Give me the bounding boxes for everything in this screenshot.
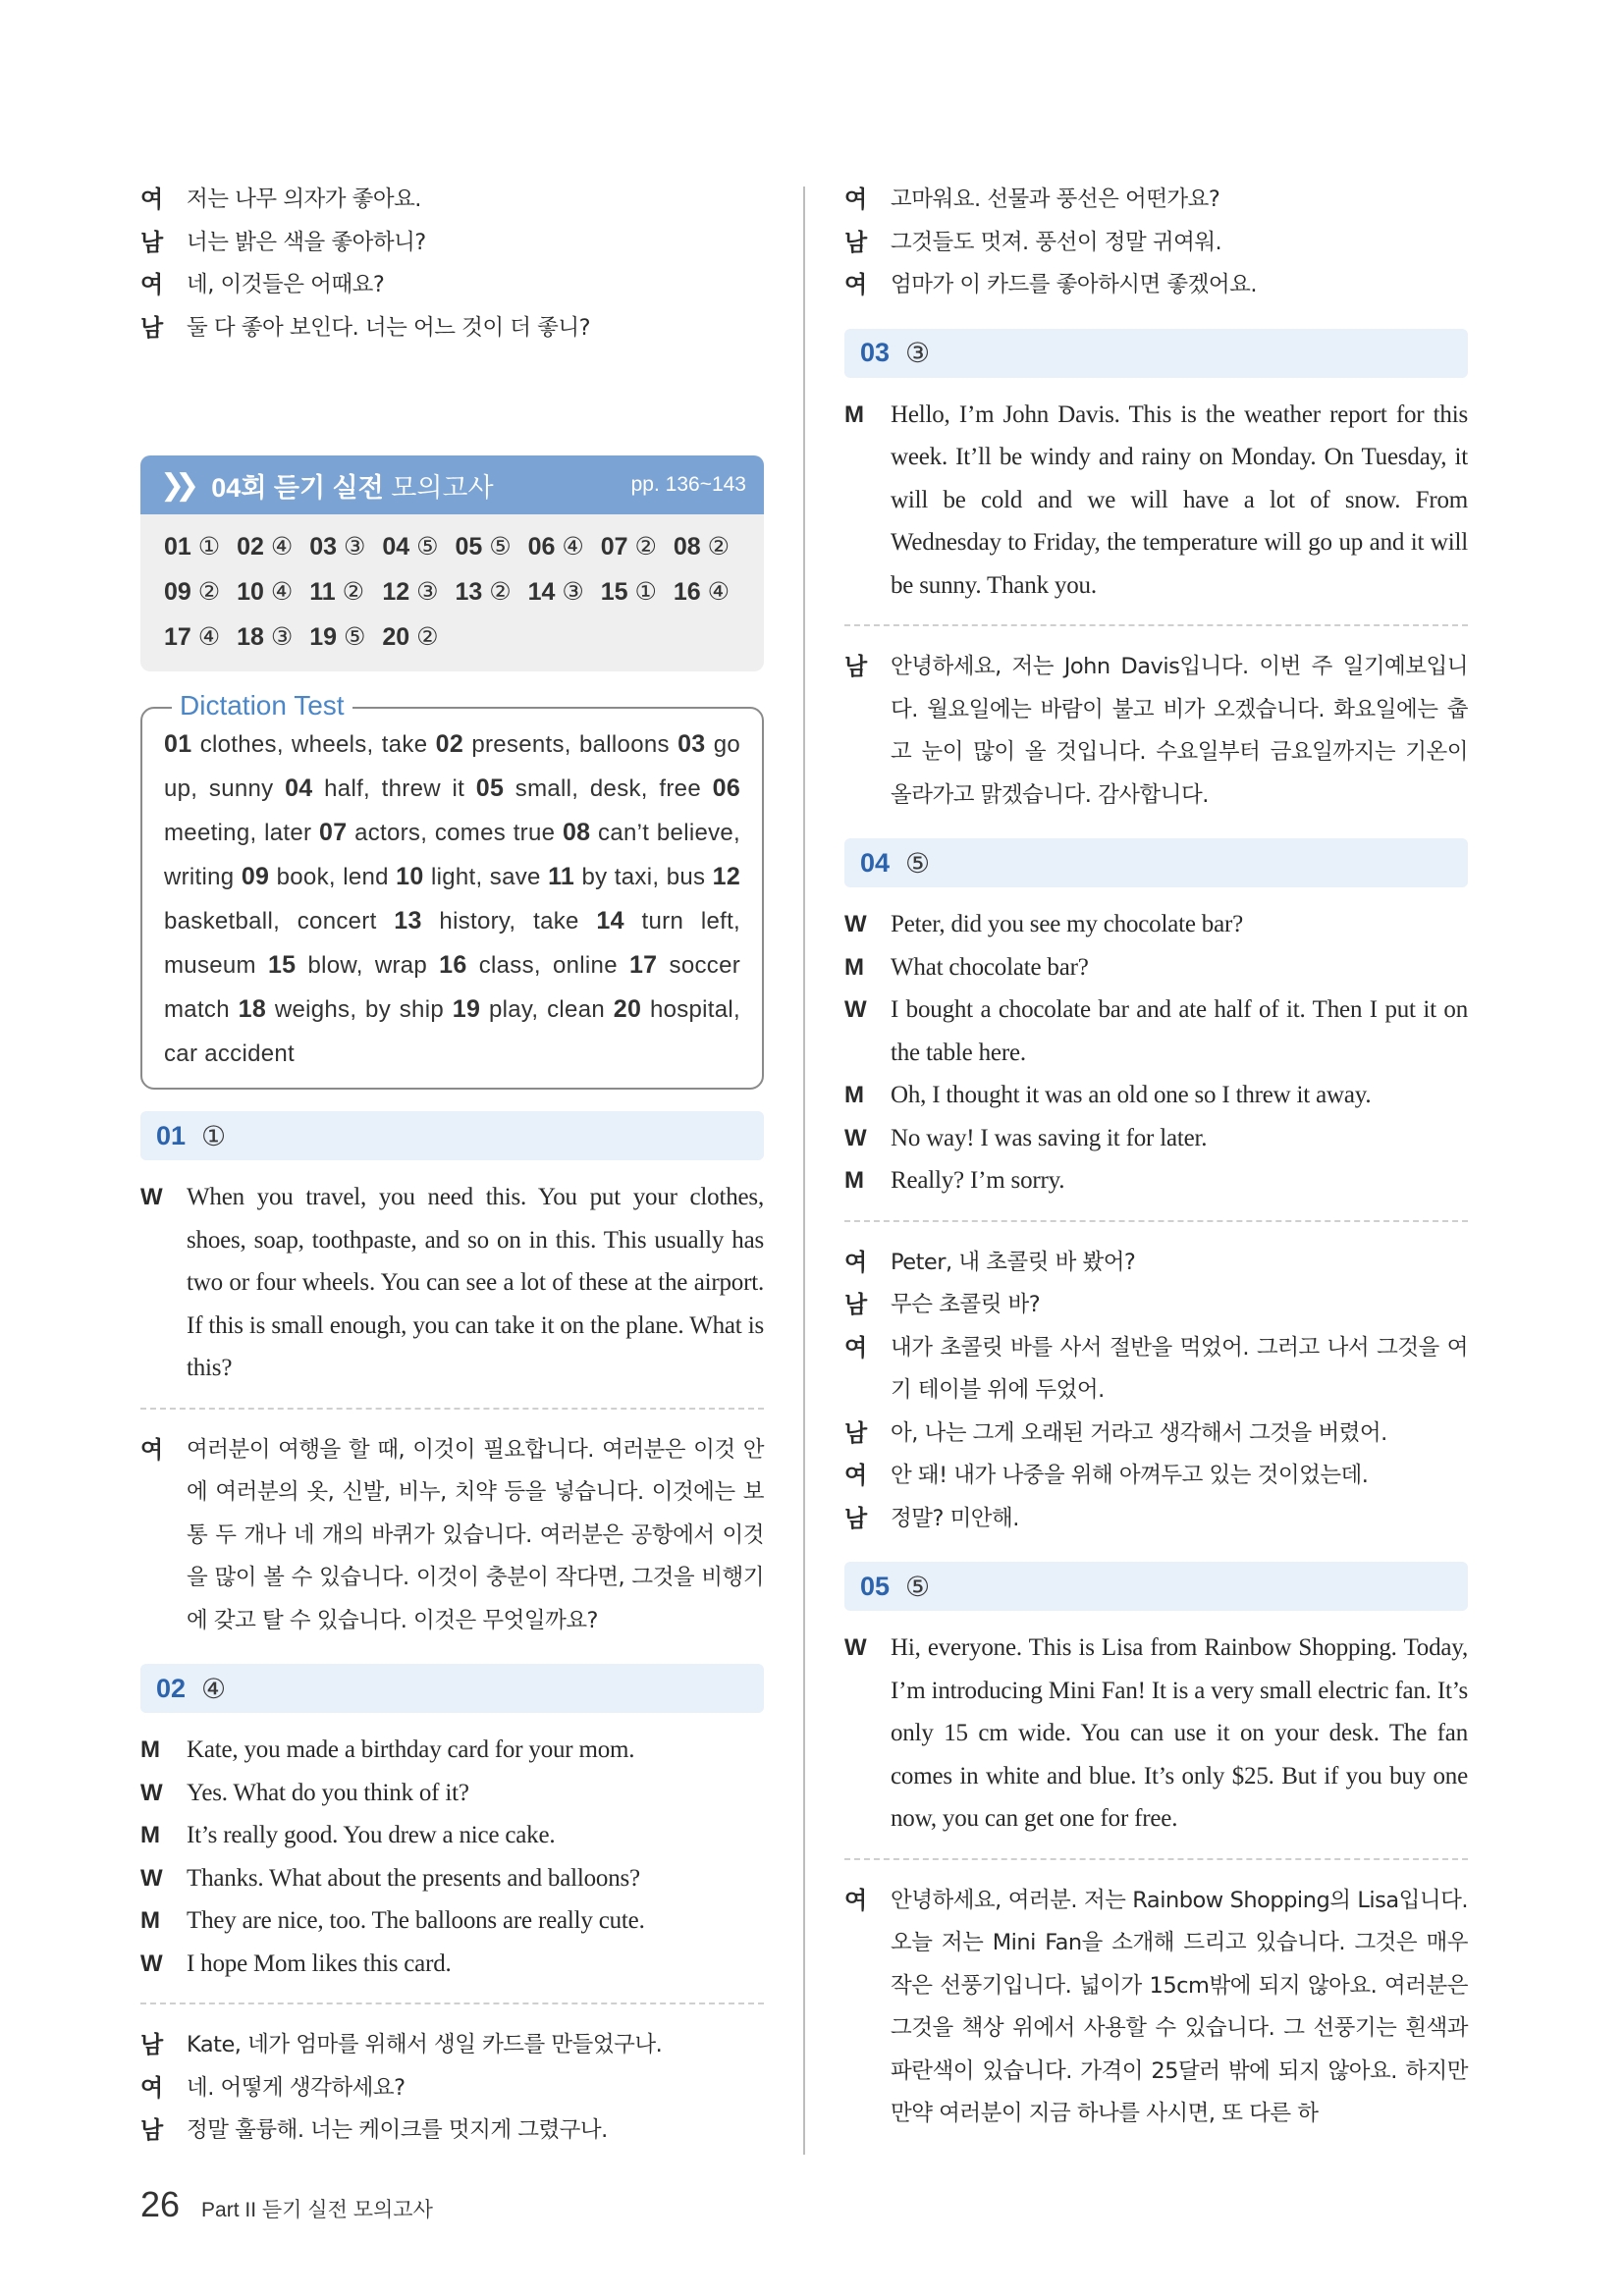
dialogue-line [140, 1772, 764, 1815]
question-05-header: 05 ⑤ [844, 1562, 1468, 1611]
dictation-item: 17 soccer match [164, 951, 741, 1023]
speaker-label: W [844, 996, 867, 1023]
answer-key-item: 09 ② [164, 578, 221, 606]
utterance-text: Oh, I thought it was an old one so I threw it away. [891, 1082, 1372, 1108]
answer-key-item: 07 ② [600, 533, 657, 561]
utterance-text: 네, 이것들은 어때요? [187, 272, 385, 297]
question-02-header: 02 ④ [140, 1664, 764, 1713]
dialogue-line [844, 222, 1468, 265]
dialogue-line [844, 1627, 1468, 1841]
utterance-text: It’s really good. You drew a nice cake. [187, 1822, 556, 1848]
speaker-label: 여 [140, 187, 164, 213]
column-divider [803, 187, 805, 2155]
dialogue-line [140, 1729, 764, 1772]
page-footer [140, 2184, 433, 2225]
chevron-icon: ❯❯ [160, 468, 190, 502]
answer-key-box [140, 455, 764, 671]
utterance-text: 안녕하세요, 저는 John Davis입니다. 이번 주 일기예보입니다. 월요일에는 바람이 불고 비가 오겠습니다. 화요일에는 춥고 눈이 많이 올 것입니다. 수요일부터 금요일까지는 기온이 올라가고 맑겠습니다. 감사합니다. [891, 654, 1468, 808]
answer-key-item: 20 ② [382, 623, 439, 651]
utterance-text: Kate, 네가 엄마를 위해서 생일 카드를 만들었구나. [187, 2032, 663, 2057]
q04-script-ko [844, 1242, 1468, 1541]
utterance-text: 엄마가 이 카드를 좋아하시면 좋겠어요. [891, 272, 1258, 297]
answer-key-item: 18 ③ [237, 623, 294, 651]
utterance-text: No way! I was saving it for later. [891, 1124, 1208, 1151]
utterance-text: 무슨 초콜릿 바? [891, 1292, 1041, 1317]
dialogue-line [844, 988, 1468, 1074]
speaker-label: W [844, 1124, 867, 1151]
separator [844, 624, 1468, 626]
dialogue-line [844, 946, 1468, 989]
dialogue-line [140, 1429, 764, 1643]
answer-key-item: 12 ③ [382, 578, 439, 606]
dictation-text [164, 722, 740, 1076]
dialogue-line [140, 1899, 764, 1943]
speaker-label: 남 [140, 314, 164, 342]
page-number: 26 [140, 2184, 181, 2224]
answer-key-item: 15 ① [600, 578, 657, 606]
answer-key-item: 16 ④ [673, 578, 731, 606]
speaker-label: W [844, 1634, 867, 1661]
dictation-item: 18 weighs, by ship [238, 995, 444, 1023]
dialogue-line [844, 1074, 1468, 1117]
dialogue-line [140, 264, 764, 307]
speaker-label: 여 [140, 272, 164, 298]
dialogue-line [140, 222, 764, 265]
dialogue-line [844, 394, 1468, 608]
dictation-item: 15 blow, wrap [267, 951, 428, 979]
q02-script-en [140, 1729, 764, 1985]
utterance-text: Kate, you made a birthday card for your mom. [187, 1736, 635, 1763]
speaker-label: 여 [844, 1887, 868, 1914]
right-column [844, 179, 1468, 2136]
utterance-text: Thanks. What about the presents and balloons? [187, 1864, 640, 1892]
dictation-item: 12 basketball, concert [164, 863, 741, 934]
answer-key-item: 04 ⑤ [382, 533, 439, 561]
dictation-item: 05 small, desk, free [475, 774, 701, 802]
speaker-label: W [140, 1779, 163, 1806]
speaker-label: 여 [844, 1463, 868, 1489]
utterance-text: 너는 밝은 색을 좋아하니? [187, 229, 426, 255]
speaker-label: 남 [140, 229, 164, 256]
dialogue-line [844, 1413, 1468, 1456]
speaker-label: M [844, 400, 864, 428]
dictation-item: 13 history, take [394, 907, 579, 934]
utterance-text: 저는 나무 의자가 좋아요. [187, 187, 421, 212]
dialogue-line [140, 1943, 764, 1986]
dialogue-line [844, 1242, 1468, 1285]
question-04-header: 04 ⑤ [844, 838, 1468, 887]
speaker-label: 남 [140, 2117, 164, 2144]
dialogue-line [844, 179, 1468, 222]
utterance-text: Yes. What do you think of it? [187, 1779, 469, 1806]
utterance-text: 정말 훌륭해. 너는 케이크를 멋지게 그렸구나. [187, 2117, 608, 2143]
footer-title: Part II 듣기 실전 모의고사 [201, 2199, 433, 2221]
dialogue-line [140, 2109, 764, 2153]
dialogue-line [140, 2067, 764, 2110]
dictation-item: 16 class, online [439, 951, 618, 979]
utterance-text: Really? I’m sorry. [891, 1167, 1065, 1194]
utterance-text: Hi, everyone. This is Lisa from Rainbow Shopping. Today, I’m introducing Mini Fan! It is a very small electric fan. It’s only 15 cm wide. You can use it on your desk. The fan comes in white and blue. It’s only $25. But if you buy one now, you can get one for free. [891, 1634, 1468, 1832]
speaker-label: 여 [844, 1334, 868, 1362]
utterance-text: 아, 나는 그게 오래된 거라고 생각해서 그것을 버렸어. [891, 1419, 1387, 1446]
answer-key-item: 11 ② [309, 578, 365, 606]
utterance-text: I bought a chocolate bar and ate half of it. Then I put it on the table here. [891, 996, 1468, 1066]
q05-script-ko [844, 1880, 1468, 2136]
utterance-text: 내가 초콜릿 바를 사서 절반을 먹었어. 그러고 나서 그것을 여기 테이블 위에 두었어. [891, 1334, 1468, 1403]
utterance-text: They are nice, too. The balloons are really cute. [187, 1907, 645, 1934]
q03-script-ko [844, 646, 1468, 817]
utterance-text: 정말? 미안해. [891, 1505, 1019, 1531]
utterance-text: I hope Mom likes this card. [187, 1949, 452, 1977]
answer-key-item: 03 ③ [309, 533, 366, 561]
dialogue-line [140, 307, 764, 350]
dialogue-line [844, 646, 1468, 817]
speaker-label: 여 [844, 187, 868, 213]
answer-key-grid [140, 514, 764, 671]
dialogue-line [844, 264, 1468, 307]
speaker-label: M [844, 1167, 864, 1194]
dialogue-line [844, 903, 1468, 946]
answer-key-title: 04회 듣기 실전 모의고사 [211, 472, 494, 503]
q03-script-en [844, 394, 1468, 608]
dialogue-line [844, 1159, 1468, 1202]
speaker-label: 남 [844, 229, 868, 256]
question-01-header: 01 ① [140, 1111, 764, 1160]
speaker-label: 여 [844, 272, 868, 298]
dialogue-line [140, 1176, 764, 1390]
answer-key-item: 19 ⑤ [309, 623, 366, 651]
speaker-label: 남 [844, 1505, 868, 1532]
answer-key-item: 02 ④ [237, 533, 294, 561]
q01-script-en [140, 1176, 764, 1390]
speaker-label: M [844, 1082, 864, 1108]
speaker-label: M [140, 1736, 160, 1763]
speaker-label: M [844, 953, 864, 981]
question-03-header: 03 ③ [844, 329, 1468, 378]
dictation-item: 07 actors, comes true [318, 819, 556, 846]
utterance-text: Peter, did you see my chocolate bar? [891, 911, 1244, 937]
dialogue-line [844, 1498, 1468, 1541]
dialogue-line [844, 1117, 1468, 1160]
dictation-item: 14 turn left, museum [164, 907, 741, 979]
dictation-item: 19 play, clean [452, 995, 605, 1023]
dialogue-line [844, 1455, 1468, 1498]
dictation-item: 20 hospital, car accident [164, 995, 741, 1067]
speaker-label: 여 [844, 1249, 868, 1276]
dictation-item: 06 meeting, later [164, 774, 741, 846]
dialogue-line [140, 2024, 764, 2067]
speaker-label: M [140, 1822, 160, 1848]
dialogue-line [844, 1284, 1468, 1327]
separator [140, 2002, 764, 2004]
speaker-label: 남 [140, 2032, 164, 2058]
q02-script-ko [140, 2024, 764, 2153]
utterance-text: 여러분이 여행을 할 때, 이것이 필요합니다. 여러분은 이것 안에 여러분의 옷, 신발, 비누, 치약 등을 넣습니다. 이것에는 보통 두 개나 네 개의 바퀴가 있습니다. 여러분은 공항에서 이것을 많이 볼 수 있습니다. 이것이 충분이 작다면, 그것을 비행기에 갖고 탈 수 있습니다. 이것은 무엇일까요? [187, 1436, 764, 1633]
utterance-text: 안녕하세요, 여러분. 저는 Rainbow Shopping의 Lisa입니다. 오늘 저는 Mini Fan을 소개해 드리고 있습니다. 그것은 매우 작은 선풍기입니다. 넓이가 15cm밖에 되지 않아요. 여러분은 그것을 책상 위에서 사용할 수 있습니다. 그 선풍기는 흰색과 파란색이 있습니다. 가격이 25달러 밖에 되지 않아요. 하지만 만약 여러분이 지금 하나를 사시면, 또 다른 하 [891, 1887, 1468, 2126]
speaker-label: W [844, 911, 867, 937]
speaker-label: W [140, 1184, 163, 1210]
speaker-label: M [140, 1907, 160, 1934]
answer-key-item: 17 ④ [164, 623, 221, 651]
q02-script-ko-continued [844, 179, 1468, 307]
utterance-text: 그것들도 멋져. 풍선이 정말 귀여워. [891, 229, 1222, 255]
answer-key-item: 01 ① [164, 533, 221, 561]
dictation-box [140, 690, 764, 1090]
speaker-label: 여 [140, 1436, 164, 1464]
q04-script-en [844, 903, 1468, 1202]
speaker-label: W [140, 1864, 163, 1892]
dialogue-line [140, 1814, 764, 1857]
dialogue-line [140, 1857, 764, 1900]
dictation-item: 08 can’t believe, writing [164, 819, 741, 890]
dialogue-line [140, 179, 764, 222]
dictation-item: 02 presents, balloons [435, 730, 670, 758]
answer-key-item: 14 ③ [527, 578, 584, 606]
answer-key-header [140, 455, 764, 514]
utterance-text: What chocolate bar? [891, 953, 1089, 981]
speaker-label: 여 [140, 2074, 164, 2102]
left-column [140, 179, 764, 2153]
dialogue-line [844, 1880, 1468, 2136]
separator [844, 1858, 1468, 1860]
utterance-text: 둘 다 좋아 보인다. 너는 어느 것이 더 좋니? [187, 314, 591, 341]
answer-key-item: 05 ⑤ [455, 533, 512, 561]
utterance-text: 네. 어떻게 생각하세요? [187, 2074, 406, 2101]
answer-key-item: 06 ④ [527, 533, 584, 561]
answer-key-item: 13 ② [455, 578, 512, 606]
separator [844, 1220, 1468, 1222]
speaker-label: 남 [844, 654, 868, 680]
q01-script-ko [140, 1429, 764, 1643]
answer-key-item: 08 ② [673, 533, 731, 561]
dictation-item: 04 half, threw it [285, 774, 465, 802]
dictation-item: 03 go up, sunny [164, 730, 741, 802]
dialogue-line [844, 1327, 1468, 1413]
speaker-label: 남 [844, 1292, 868, 1318]
dictation-item: 11 by taxi, bus [548, 863, 706, 890]
utterance-text: 고마워요. 선물과 풍선은 어떤가요? [891, 187, 1220, 212]
dictation-title: Dictation Test [172, 690, 352, 721]
answer-key-pages: pp. 136~143 [630, 473, 746, 496]
utterance-text: When you travel, you need this. You put your clothes, shoes, soap, toothpaste, and so on in this. This usually has two or four wheels. You can see a lot of these at the airport. If this is small enough, you can take it on the plane. What is this? [187, 1184, 764, 1381]
utterance-text: 안 돼! 내가 나중을 위해 아껴두고 있는 것이었는데. [891, 1463, 1369, 1488]
utterance-text: Peter, 내 초콜릿 바 봤어? [891, 1249, 1136, 1275]
intro-dialogue [140, 179, 764, 349]
speaker-label: 남 [844, 1419, 868, 1447]
utterance-text: Hello, I’m John Davis. This is the weather report for this week. It’ll be windy and rainy on Monday. On Tuesday, it will be cold and we will have a lot of snow. From Wednesday to Friday, the temperature will go up and it will be sunny. Thank you. [891, 400, 1468, 599]
q05-script-en [844, 1627, 1468, 1841]
separator [140, 1408, 764, 1410]
speaker-label: W [140, 1949, 163, 1977]
dictation-item: 10 light, save [396, 863, 541, 890]
dictation-item: 01 clothes, wheels, take [164, 730, 428, 758]
dictation-item: 09 book, lend [241, 863, 389, 890]
answer-key-item: 10 ④ [237, 578, 294, 606]
